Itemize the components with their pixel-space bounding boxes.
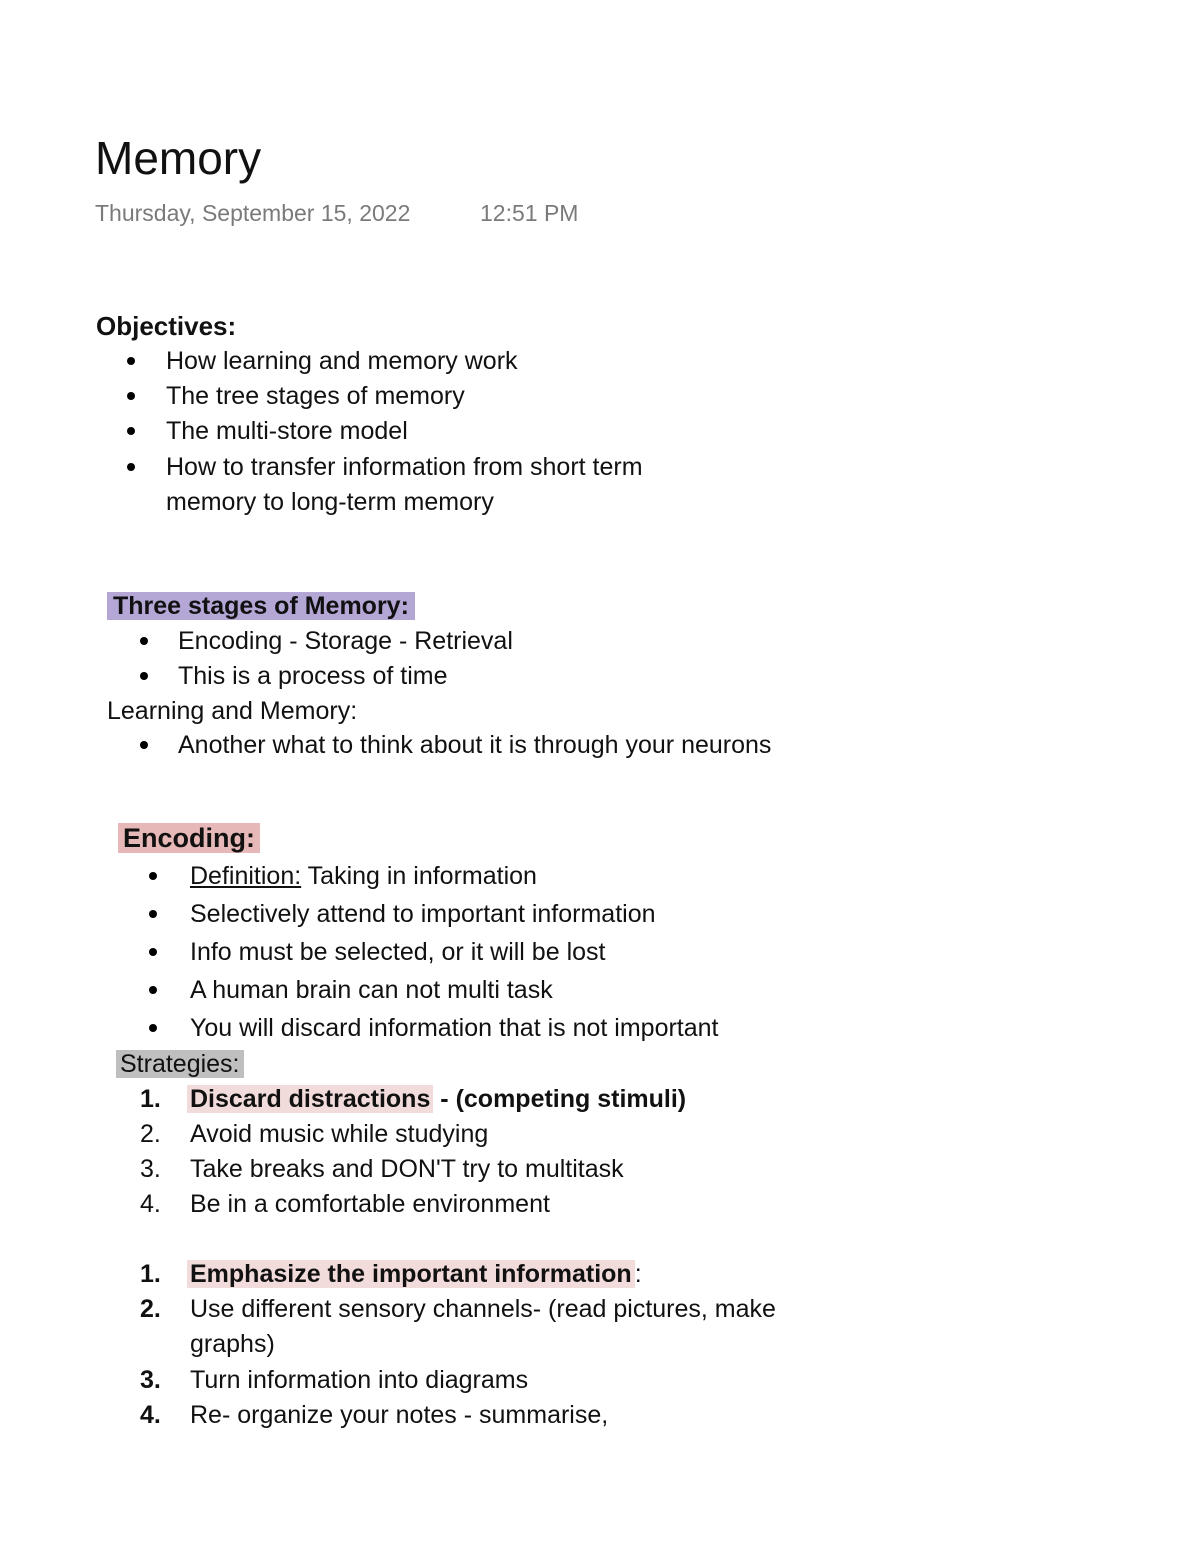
bullet-icon — [149, 910, 157, 918]
list-number: 4. — [140, 1401, 161, 1429]
encoding-item: A human brain can not multi task — [190, 976, 553, 1004]
encoding-heading-text: Encoding: — [118, 823, 260, 853]
strategy-list1-item: Take breaks and DON'T try to multitask — [190, 1155, 624, 1183]
stages-heading — [107, 588, 415, 624]
strategy-list1-first-highlight: Discard distractions — [187, 1085, 433, 1113]
strategy-list2-first-rest: : — [634, 1260, 642, 1288]
encoding-item: You will discard information that is not important — [190, 1014, 719, 1042]
stages-item: Encoding - Storage - Retrieval — [178, 627, 513, 655]
bullet-icon — [149, 948, 157, 956]
list-number: 2. — [140, 1295, 161, 1323]
page-date: Thursday, September 15, 2022 — [95, 200, 411, 226]
stages-heading-text: Three stages of Memory: — [107, 592, 415, 620]
bullet-icon — [149, 1024, 157, 1032]
strategy-list2-item: Turn information into diagrams — [190, 1366, 529, 1394]
strategy-list1-item: Be in a comfortable environment — [190, 1190, 550, 1218]
strategy-list1-item: Avoid music while studying — [190, 1120, 489, 1148]
encoding-item: Info must be selected, or it will be lost — [190, 938, 606, 966]
strategy-list1-first-rest: - (competing stimuli) — [433, 1085, 687, 1113]
objective-item: The tree stages of memory — [166, 382, 465, 410]
definition-text: Taking in information — [301, 862, 537, 890]
bullet-icon — [140, 672, 148, 680]
definition-label: Definition: — [190, 862, 302, 890]
list-number: 4. — [140, 1190, 161, 1218]
strategy-list2-first — [187, 1258, 642, 1290]
list-number: 1. — [140, 1085, 161, 1113]
objective-item: How to transfer information from short term — [166, 453, 643, 481]
page-time: 12:51 PM — [480, 200, 579, 226]
bullet-icon — [140, 637, 148, 645]
encoding-definition — [190, 860, 537, 892]
bullet-icon — [127, 463, 135, 471]
bullet-icon — [149, 872, 157, 880]
strategy-list2-item-continuation: graphs) — [190, 1330, 275, 1358]
strategy-list1-first — [187, 1083, 686, 1115]
strategy-list2-item: Re- organize your notes - summarise, — [190, 1401, 609, 1429]
bullet-icon — [127, 392, 135, 400]
objective-item: The multi-store model — [166, 417, 408, 445]
objective-item-continuation: memory to long-term memory — [166, 488, 494, 516]
objectives-heading: Objectives: — [96, 311, 237, 341]
bullet-icon — [127, 357, 135, 365]
strategies-label — [116, 1048, 244, 1080]
list-number: 3. — [140, 1366, 161, 1394]
bullet-icon — [140, 741, 148, 749]
objective-item: How learning and memory work — [166, 347, 518, 375]
bullet-icon — [149, 986, 157, 994]
list-number: 1. — [140, 1260, 161, 1288]
encoding-item: Selectively attend to important information — [190, 900, 656, 928]
learning-memory-subheading: Learning and Memory: — [107, 697, 358, 725]
list-number: 3. — [140, 1155, 161, 1183]
list-number: 2. — [140, 1120, 161, 1148]
encoding-heading — [118, 818, 260, 858]
strategy-list2-item: Use different sensory channels- (read pictures, make — [190, 1295, 776, 1323]
strategies-label-text: Strategies: — [116, 1050, 244, 1078]
strategy-list2-first-highlight: Emphasize the important information — [187, 1260, 635, 1288]
stages-item: This is a process of time — [178, 662, 448, 690]
page-title: Memory — [95, 132, 262, 184]
bullet-icon — [127, 427, 135, 435]
learning-memory-item: Another what to think about it is through your neurons — [178, 731, 772, 759]
